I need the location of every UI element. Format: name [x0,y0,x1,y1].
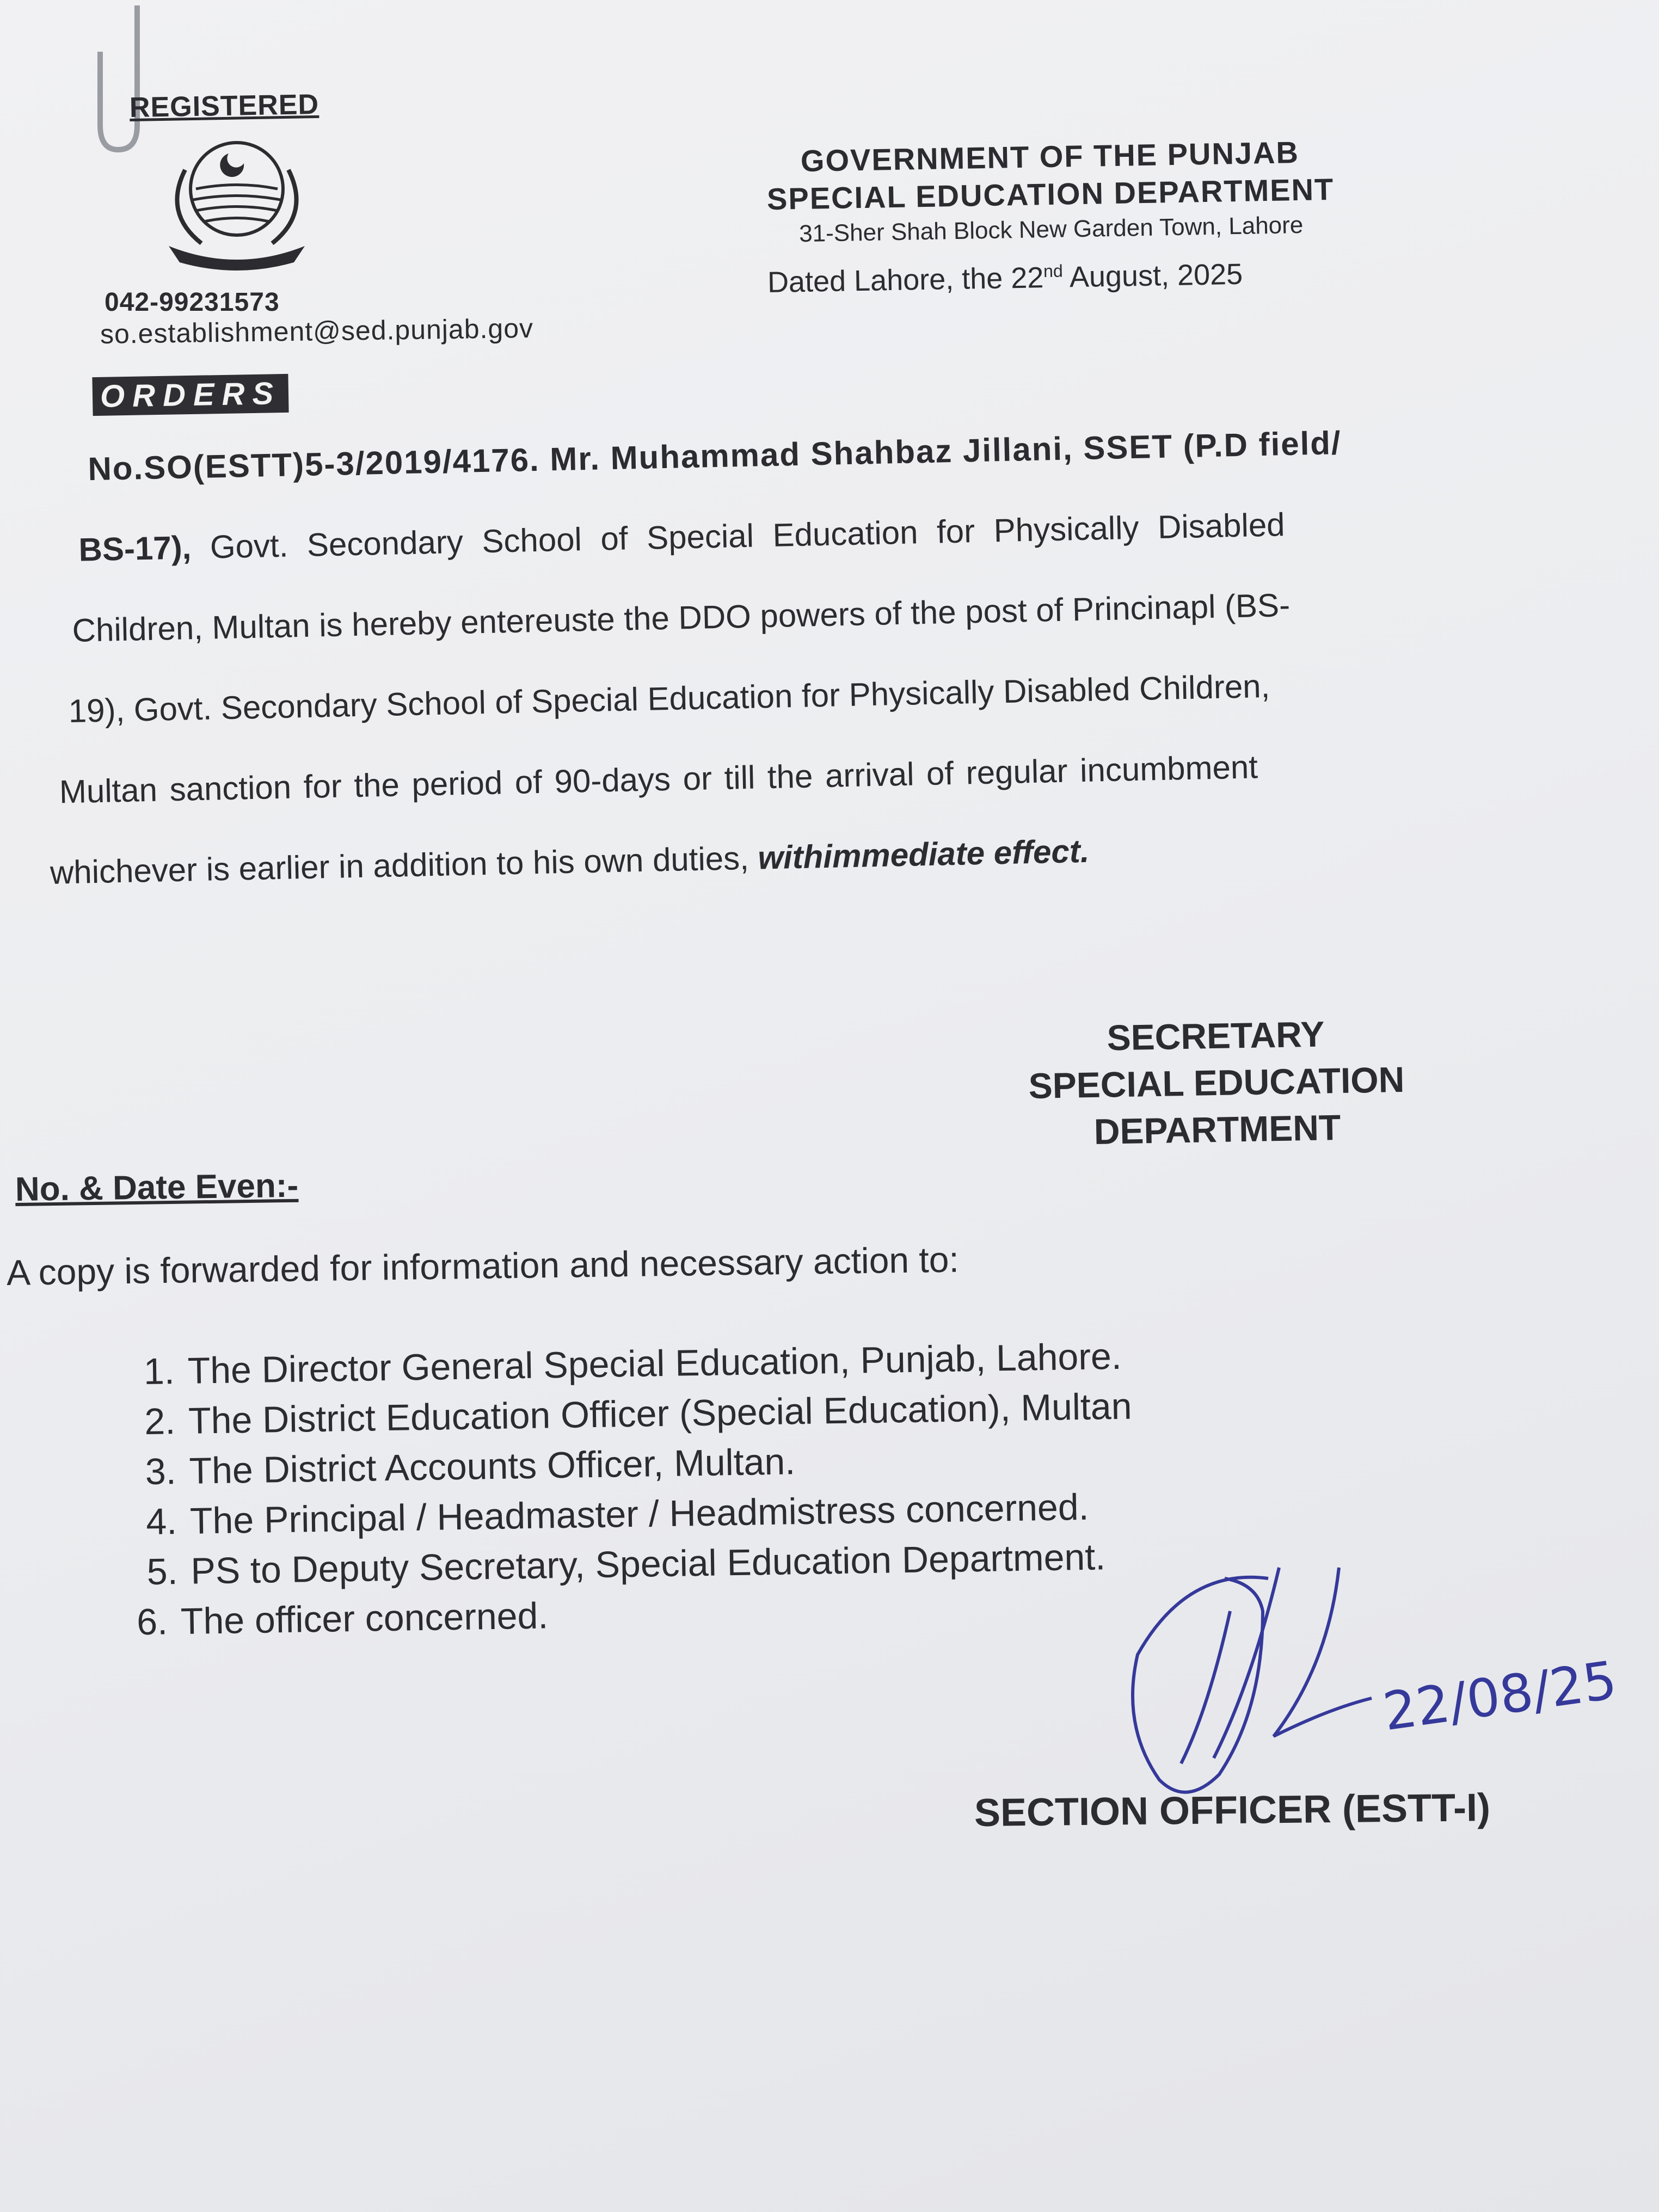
section-officer: SECTION OFFICER (ESTT-I) [974,1786,1491,1835]
phone-number: 042-99231573 [105,288,280,317]
date-rest: August, 2025 [1062,257,1243,294]
letterhead-address: 31-Sher Shah Block New Garden Town, Lahore [798,211,1304,248]
order-line-1: No.SO(ESTT)5-3/2019/4176. Mr. Muhammad Shahbaz Jillani, SSET (P.D field/ [87,424,1342,488]
order-line-2-rest: Govt. Secondary School of Special Education for Physically Disabled [191,506,1286,566]
handwritten-date: 22/08/25 [1379,1649,1620,1743]
list-item-text: The District Education Officer (Special Education), Multan [188,1385,1133,1442]
punjab-emblem-icon [131,137,343,273]
order-grade: BS-17), [78,529,192,568]
date-ordinal: nd [1043,261,1064,281]
email-address: so.establishment@sed.punjab.gov [100,312,534,349]
list-item-text: The Principal / Headmaster / Headmistress concerned. [189,1486,1090,1542]
list-item-text: The officer concerned. [180,1595,549,1642]
list-item-number: 5. [146,1551,179,1593]
order-line-5: Multan sanction for the period of 90-days or till the arrival of regular incumbment [59,748,1258,810]
list-item-number: 2. [144,1400,176,1442]
order-effect: withimmediate effect. [757,832,1090,876]
list-item-text: The Director General Special Education, Punjab, Lahore. [187,1335,1122,1392]
order-body [41,399,1520,913]
secretary-signatory [957,1008,1476,1158]
secretary-title: SECRETARY [1107,1013,1325,1058]
order-line-3: Children, Multan is hereby entereuste the DDO powers of the post of Princinapl (BS- [72,587,1291,649]
order-line-6-text: whichever is earlier in addition to his own duties, [50,839,759,891]
list-item-number: 1. [143,1350,175,1392]
orders-label: ORDERS [92,374,288,416]
list-item-text: PS to Deputy Secretary, Special Education Department. [190,1536,1106,1592]
list-item-number: 6. [136,1601,168,1643]
no-date-even: No. & Date Even:- [15,1166,299,1208]
date-line [767,257,1243,299]
date-prefix: Dated Lahore, the 22 [767,261,1044,299]
list-item-number: 3. [145,1451,177,1492]
list-item-text: The District Accounts Officer, Multan. [188,1441,796,1492]
registered-label: REGISTERED [129,88,319,124]
letterhead-government: GOVERNMENT OF THE PUNJAB [800,135,1300,178]
list-item-number: 4. [145,1501,177,1543]
recipient-list [109,1331,1135,1648]
letterhead [696,133,1405,250]
letterhead-department: SPECIAL EDUCATION DEPARTMENT [766,171,1335,217]
secretary-department: SPECIAL EDUCATION [1028,1059,1405,1107]
secretary-department-2: DEPARTMENT [1093,1107,1341,1152]
order-line-4: 19), Govt. Secondary School of Special Education for Physically Disabled Children, [68,667,1270,730]
forward-text: A copy is forwarded for information and necessary action to: [6,1239,960,1293]
